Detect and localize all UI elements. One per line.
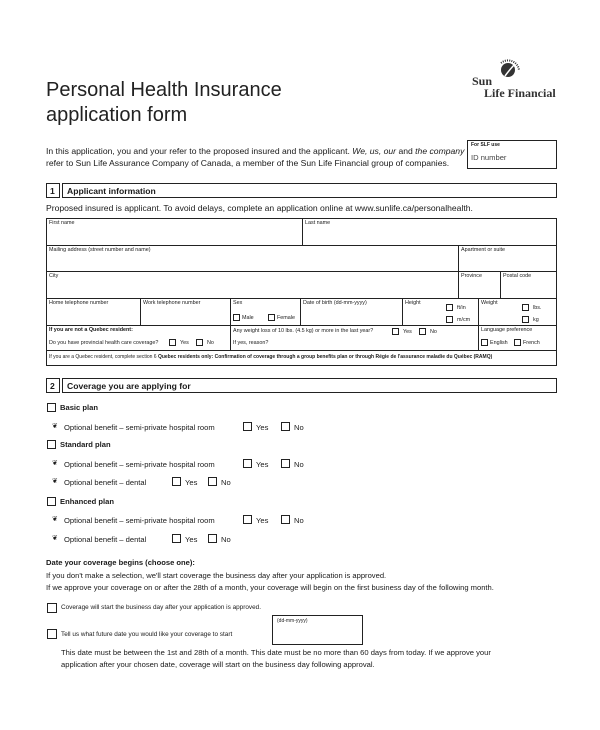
- basic-hospital-label: Optional benefit – semi-private hospital room: [64, 423, 215, 432]
- province-field[interactable]: Province: [461, 273, 482, 279]
- no-label: No: [221, 535, 231, 544]
- no-label: No: [294, 460, 304, 469]
- start-after-approval-label: Coverage will start the business day after your application is approved.: [61, 604, 261, 611]
- yes-label: Yes: [256, 460, 269, 469]
- male-label: Male: [242, 315, 254, 321]
- no-label: No: [294, 516, 304, 525]
- male-checkbox[interactable]: [233, 314, 240, 321]
- page-title-line2: application form: [46, 104, 188, 126]
- standard-dental-label: Optional benefit – dental: [64, 478, 147, 487]
- future-date-label: Tell us what future date you would like your coverage to start: [61, 631, 233, 638]
- female-label: Female: [277, 315, 295, 321]
- leaf-bullet-icon: ❦: [52, 516, 58, 523]
- leaf-bullet-icon: ❦: [52, 535, 58, 542]
- no-label: No: [221, 478, 231, 487]
- mcm-checkbox[interactable]: [446, 316, 453, 323]
- intro-line1: In this application, you and your refer to the proposed insured and the applicant. We, us, our and the company: [46, 146, 465, 156]
- work-phone-field[interactable]: Work telephone number: [143, 300, 201, 306]
- weight-loss-no-checkbox[interactable]: [419, 328, 426, 335]
- date-note-line2: application after your chosen date, coverage will start on the business day following approval.: [61, 660, 375, 669]
- french-label: French: [523, 340, 540, 346]
- basic-hospital-yes-checkbox[interactable]: [243, 422, 252, 431]
- section1-title: Applicant information: [67, 186, 156, 196]
- yes-label: Yes: [256, 516, 269, 525]
- standard-hospital-no-checkbox[interactable]: [281, 459, 290, 468]
- height-label: Height: [405, 300, 421, 306]
- weight-loss-label: Any weight loss of 10 lbs. (4.5 kg) or more in the last year?: [233, 328, 374, 334]
- language-label: Language preference: [481, 327, 533, 333]
- page-title-line1: Personal Health Insurance: [46, 79, 282, 101]
- weight-label: Weight: [481, 300, 498, 306]
- weight-loss-yes-checkbox[interactable]: [392, 328, 399, 335]
- english-label: English: [490, 340, 508, 346]
- yes-label: Yes: [185, 478, 198, 487]
- future-date-input[interactable]: [272, 615, 363, 645]
- date-line1: If you don't make a selection, we'll start coverage the business day after your application is approved.: [46, 571, 387, 580]
- kg-checkbox[interactable]: [522, 316, 529, 323]
- not-quebec-label: If you are not a Quebec resident:: [49, 327, 133, 333]
- english-checkbox[interactable]: [481, 339, 488, 346]
- reason-field[interactable]: If yes, reason?: [233, 340, 269, 346]
- leaf-bullet-icon: ❦: [52, 423, 58, 430]
- first-name-field[interactable]: First name: [49, 220, 75, 226]
- enhanced-hospital-no-checkbox[interactable]: [281, 515, 290, 524]
- id-number-field[interactable]: ID number: [471, 153, 507, 162]
- weight-loss-yes-label: Yes: [403, 329, 412, 335]
- enhanced-hospital-yes-checkbox[interactable]: [243, 515, 252, 524]
- enhanced-hospital-label: Optional benefit – semi-private hospital room: [64, 516, 215, 525]
- date-format-hint: (dd-mm-yyyy): [277, 618, 308, 624]
- female-checkbox[interactable]: [268, 314, 275, 321]
- kg-label: kg: [533, 317, 539, 323]
- provincial-no-label: No: [207, 340, 214, 346]
- apartment-field[interactable]: Apartment or suite: [461, 247, 506, 253]
- standard-plan-label: Standard plan: [60, 440, 111, 449]
- enhanced-plan-label: Enhanced plan: [60, 497, 115, 506]
- basic-plan-label: Basic plan: [60, 403, 98, 412]
- enhanced-dental-no-checkbox[interactable]: [208, 534, 217, 543]
- slf-label: For SLF use: [471, 142, 500, 148]
- ftin-checkbox[interactable]: [446, 304, 453, 311]
- lbs-label: lbs.: [533, 305, 542, 311]
- sun-icon: [497, 58, 521, 82]
- quebec-note: If you are a Quebec resident, complete section 6 Quebec residents only: Confirmation of coverage through a group benefits plan or through Régie de l'assurance maladie du Québec (RAMQ): [49, 354, 493, 360]
- section1-number-box: [46, 183, 60, 198]
- standard-hospital-label: Optional benefit – semi-private hospital room: [64, 460, 215, 469]
- standard-dental-yes-checkbox[interactable]: [172, 477, 181, 486]
- logo-text-sun: Sun: [472, 74, 493, 88]
- leaf-bullet-icon: ❦: [52, 460, 58, 467]
- standard-plan-checkbox[interactable]: [47, 440, 56, 449]
- leaf-bullet-icon: ❦: [52, 478, 58, 485]
- date-heading: Date your coverage begins (choose one):: [46, 558, 195, 567]
- enhanced-dental-yes-checkbox[interactable]: [172, 534, 181, 543]
- slf-use-box: [467, 140, 557, 169]
- section2-number: 2: [50, 381, 55, 391]
- basic-hospital-no-checkbox[interactable]: [281, 422, 290, 431]
- standard-dental-no-checkbox[interactable]: [208, 477, 217, 486]
- provincial-yes-label: Yes: [180, 340, 189, 346]
- ftin-label: ft/in: [457, 305, 466, 311]
- basic-plan-checkbox[interactable]: [47, 403, 56, 412]
- intro-line2: refer to Sun Life Assurance Company of Canada, a member of the Sun Life Financial group of companies.: [46, 158, 450, 168]
- section2-header: [62, 378, 557, 393]
- mcm-label: m/cm: [457, 317, 471, 323]
- section2-title: Coverage you are applying for: [67, 381, 191, 391]
- standard-hospital-yes-checkbox[interactable]: [243, 459, 252, 468]
- section1-header: [62, 183, 557, 198]
- section1-number: 1: [50, 186, 55, 196]
- lbs-checkbox[interactable]: [522, 304, 529, 311]
- provincial-yes-checkbox[interactable]: [169, 339, 176, 346]
- future-date-checkbox[interactable]: [47, 629, 57, 639]
- city-field[interactable]: City: [49, 273, 59, 279]
- date-note-line1: This date must be between the 1st and 28th of a month. This date must be no more than 60 days from today. If we approve your: [61, 648, 491, 657]
- french-checkbox[interactable]: [514, 339, 521, 346]
- provincial-no-checkbox[interactable]: [196, 339, 203, 346]
- weight-loss-no-label: No: [430, 329, 437, 335]
- enhanced-dental-label: Optional benefit – dental: [64, 535, 147, 544]
- provincial-coverage-label: Do you have provincial health care coverage?: [49, 340, 159, 346]
- sex-label: Sex: [233, 300, 243, 306]
- date-line2: If we approve your coverage on or after the 28th of a month, your coverage will begin on the first business day of the following month.: [46, 583, 494, 592]
- postal-code-field[interactable]: Postal code: [503, 273, 532, 279]
- enhanced-plan-checkbox[interactable]: [47, 497, 56, 506]
- home-phone-field[interactable]: Home telephone number: [49, 300, 109, 306]
- yes-label: Yes: [256, 423, 269, 432]
- dob-field[interactable]: Date of birth (dd-mm-yyyy): [303, 300, 367, 306]
- start-after-approval-checkbox[interactable]: [47, 603, 57, 613]
- section2-number-box: [46, 378, 60, 393]
- logo-text-life: Life Financial: [484, 86, 556, 100]
- yes-label: Yes: [185, 535, 198, 544]
- section1-note: Proposed insured is applicant. To avoid delays, complete an application online at www.sunlife.ca/personalhealth.: [46, 203, 473, 213]
- mailing-address-field[interactable]: Mailing address (street number and name): [49, 247, 151, 253]
- no-label: No: [294, 423, 304, 432]
- last-name-field[interactable]: Last name: [305, 220, 331, 226]
